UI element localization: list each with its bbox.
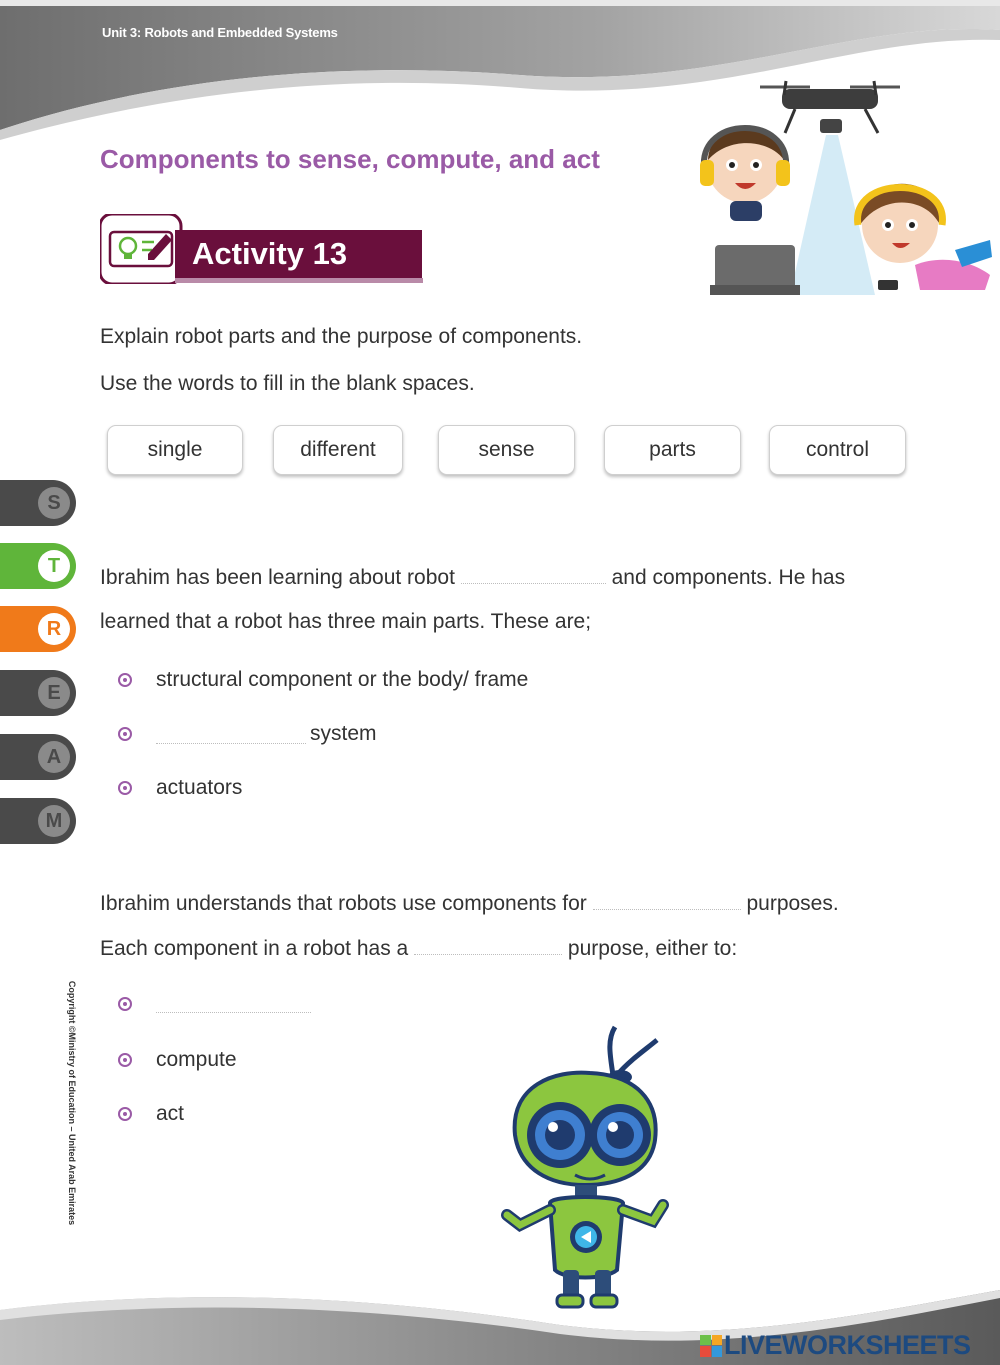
copyright-notice: Copyright ©Ministry of Education – United Arab Emirates bbox=[67, 980, 77, 1226]
side-tab-letter: M bbox=[38, 805, 70, 837]
bullet-icon bbox=[118, 1053, 132, 1067]
blank-field-3[interactable] bbox=[593, 891, 741, 910]
side-tab-t bbox=[0, 543, 76, 589]
purpose-list-item-2 bbox=[118, 1048, 237, 1072]
instruction-1: Explain robot parts and the purpose of components. bbox=[100, 325, 583, 348]
paragraph-1-text-after: and components. He has bbox=[611, 566, 846, 589]
side-tab-letter: A bbox=[38, 741, 70, 773]
purpose-list-item-3 bbox=[118, 1102, 184, 1126]
drone-icon bbox=[760, 81, 900, 133]
word-chip-control[interactable]: control bbox=[769, 425, 906, 475]
side-tab-letter: T bbox=[38, 550, 70, 582]
word-chip-different[interactable]: different bbox=[273, 425, 403, 475]
bullet-icon bbox=[118, 673, 132, 687]
blank-field-2[interactable] bbox=[156, 725, 306, 744]
parts-list-item-1-text: structural component or the body/ frame bbox=[156, 668, 529, 691]
word-chip-single[interactable]: single bbox=[107, 425, 243, 475]
paragraph-2-line-2 bbox=[100, 936, 737, 961]
robot-icon bbox=[507, 1027, 663, 1307]
girl-icon bbox=[858, 184, 992, 290]
word-chip-parts[interactable]: parts bbox=[604, 425, 741, 475]
side-tab-letter: R bbox=[38, 613, 70, 645]
bullet-icon bbox=[118, 1107, 132, 1121]
blank-field-5[interactable] bbox=[156, 994, 311, 1013]
side-tab-m bbox=[0, 798, 76, 844]
side-tab-s bbox=[0, 480, 76, 526]
lightbulb-pencil-icon bbox=[110, 232, 172, 266]
side-tab-e bbox=[0, 670, 76, 716]
bullet-icon bbox=[118, 781, 132, 795]
side-tab-r bbox=[0, 606, 76, 652]
paragraph-2-line-1 bbox=[100, 891, 839, 916]
blank-field-1[interactable] bbox=[461, 565, 606, 584]
liveworksheets-logo bbox=[700, 1330, 971, 1361]
parts-list-item-3 bbox=[118, 776, 242, 800]
side-tab-a bbox=[0, 734, 76, 780]
activity-title: Activity 13 bbox=[192, 236, 348, 271]
paragraph-1-line-2: learned that a robot has three main parts. These are; bbox=[100, 610, 592, 633]
section-title: Components to sense, compute, and act bbox=[100, 144, 600, 174]
paragraph-1-line-1 bbox=[100, 565, 845, 590]
parts-list-item-2 bbox=[118, 722, 377, 746]
instruction-2: Use the words to fill in the blank spaces. bbox=[100, 372, 475, 395]
purpose-list-item-2-text: compute bbox=[156, 1048, 237, 1071]
blank-field-4[interactable] bbox=[414, 936, 562, 955]
parts-list-item-3-text: actuators bbox=[156, 776, 243, 799]
side-tab-letter: S bbox=[38, 487, 70, 519]
paragraph-2-line-2-before: Each component in a robot has a bbox=[100, 937, 409, 960]
boy-icon bbox=[700, 126, 800, 295]
bullet-icon bbox=[118, 727, 132, 741]
word-chip-sense[interactable]: sense bbox=[438, 425, 575, 475]
bullet-icon bbox=[118, 997, 132, 1011]
paragraph-2-line-1-before: Ibrahim understands that robots use components for bbox=[100, 892, 587, 915]
kids-drone-illustration bbox=[700, 75, 995, 300]
paragraph-2-line-2-after: purpose, either to: bbox=[567, 937, 738, 960]
paragraph-1-text-before: Ibrahim has been learning about robot bbox=[100, 566, 455, 589]
unit-title: Unit 3: Robots and Embedded Systems bbox=[102, 25, 338, 40]
robot-illustration bbox=[495, 1025, 675, 1310]
parts-list-item-1 bbox=[118, 668, 528, 692]
parts-list-item-2-text: system bbox=[310, 722, 377, 745]
liveworksheets-logo-text: LIVEWORKSHEETS bbox=[724, 1330, 971, 1360]
purpose-list-item-3-text: act bbox=[156, 1102, 185, 1125]
purpose-list-item-1 bbox=[118, 994, 311, 1013]
side-tab-letter: E bbox=[38, 677, 70, 709]
liveworksheets-icon bbox=[700, 1335, 722, 1357]
paragraph-2-line-1-after: purposes. bbox=[746, 892, 839, 915]
